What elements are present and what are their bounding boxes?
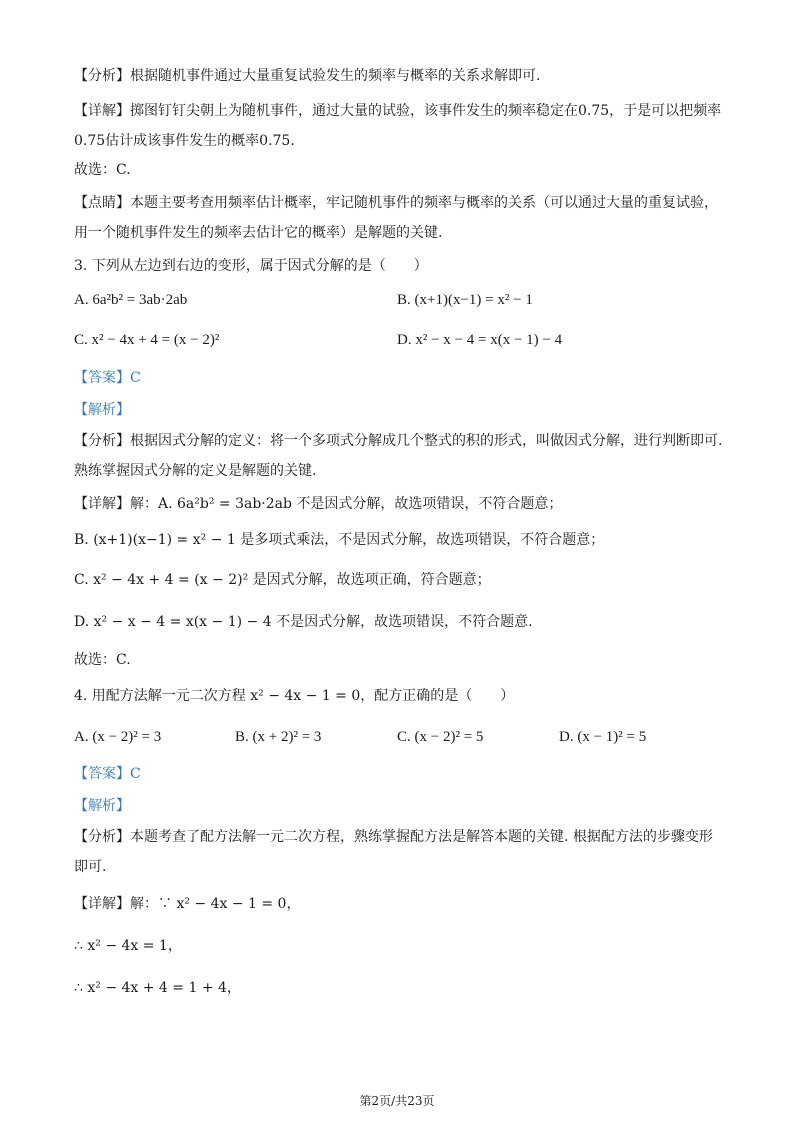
q4-option-a: A. (x − 2)² = 3 — [74, 729, 162, 745]
q3-option-c: C. x² − 4x + 4 = (x − 2)² — [74, 332, 220, 348]
q3-detail-a: 【详解】解：A. 6a²b² = 3ab·2ab 不是因式分解，故选项错误，不符合题意； — [74, 496, 563, 512]
q2-comment: 【点睛】本题主要考查用频率估计概率，牢记随机事件的频率与概率的关系（可以通过大量的重复试验，用一个随机事件发生的频率去估计它的概率）是解题的关键. — [74, 195, 718, 241]
q3-analysis: 【分析】根据因式分解的定义：将一个多项式分解成几个整式的积的形式，叫做因式分解，进行判断即可. 熟练掌握因式分解的定义是解题的关键. — [74, 433, 723, 479]
q3-option-d: D. x² − x − 4 = x(x − 1) − 4 — [397, 332, 563, 348]
q3-detail-c: C. x² − 4x + 4 = (x − 2)² 是因式分解，故选项正确，符合题意； — [74, 572, 491, 588]
q4-stem: 4. 用配方法解一元二次方程 x² − 4x − 1 = 0，配方正确的是（ ） — [74, 688, 515, 704]
q4-jiexi: 【解析】 — [74, 798, 130, 814]
q4-option-d: D. (x − 1)² = 5 — [559, 729, 647, 745]
q3-option-b: B. (x+1)(x−1) = x² − 1 — [397, 292, 533, 308]
q3-jiexi: 【解析】 — [74, 402, 130, 418]
q3-detail-d: D. x² − x − 4 = x(x − 1) − 4 不是因式分解，故选项错误，不符合题意. — [74, 614, 533, 630]
q2-choice: 故选：C. — [74, 162, 131, 178]
q4-option-c: C. (x − 2)² = 5 — [397, 729, 484, 745]
q2-analysis: 【分析】根据随机事件通过大量重复试验发生的频率与概率的关系求解即可. — [74, 68, 541, 84]
page-footer: 第2页/共23页 — [359, 1094, 435, 1108]
q4-step-2: ∴ x² − 4x = 1， — [74, 938, 182, 954]
q4-answer: 【答案】C — [74, 766, 141, 782]
q3-stem: 3. 下列从左边到右边的变形，属于因式分解的是（ ） — [74, 258, 428, 274]
q4-option-b: B. (x + 2)² = 3 — [235, 729, 322, 745]
q2-detail: 【详解】掷图钉钉尖朝上为随机事件，通过大量的试验，该事件发生的频率稳定在0.75，于是可以把频率0.75估计成该事件发生的概率0.75. — [74, 103, 722, 149]
q3-detail-b: B. (x+1)(x−1) = x² − 1 是多项式乘法，不是因式分解，故选项错误，不符合题意； — [74, 532, 605, 548]
q3-answer: 【答案】C — [74, 370, 141, 386]
q3-choice: 故选：C. — [74, 652, 131, 668]
q4-step-1: 【详解】解：∵ x² − 4x − 1 = 0， — [74, 896, 301, 912]
q4-step-3: ∴ x² − 4x + 4 = 1 + 4， — [74, 980, 241, 996]
q3-option-a: A. 6a²b² = 3ab·2ab — [74, 292, 188, 308]
q4-analysis: 【分析】本题考查了配方法解一元二次方程，熟练掌握配方法是解答本题的关键. 根据配方法的步骤变形即可. — [74, 829, 713, 875]
